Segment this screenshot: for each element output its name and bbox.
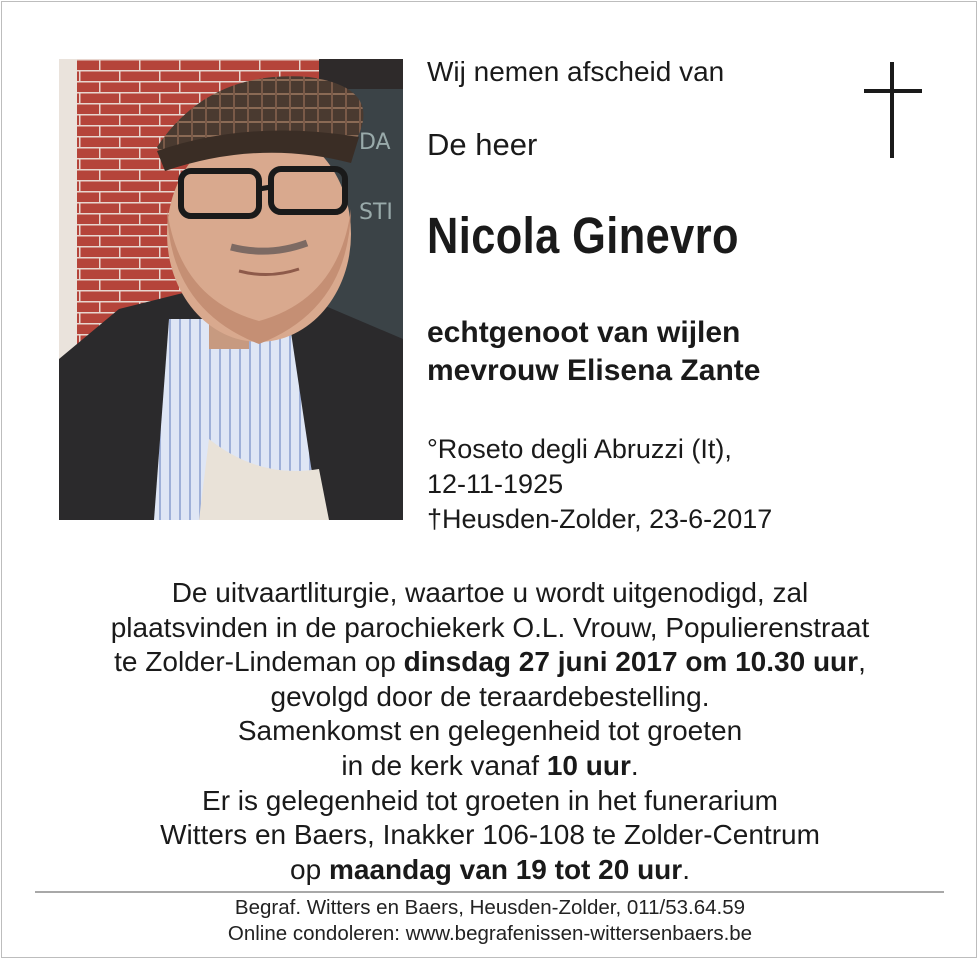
ceremony-line-9-pre: op: [290, 853, 329, 885]
honorific-title: De heer: [427, 127, 538, 162]
spouse-info: [427, 314, 760, 390]
death-cross-icon: †: [427, 504, 443, 534]
ceremony-line-9-post: .: [682, 853, 690, 885]
ceremony-line-9: [20, 853, 960, 888]
deceased-name: Nicola Ginevro: [427, 207, 739, 264]
ceremony-line-6-post: .: [630, 749, 639, 781]
ceremony-line-4: gevolgd door de teraardebestelling.: [270, 680, 710, 712]
ceremony-line-6-pre: in de kerk vanaf: [341, 749, 547, 781]
ceremony-line-3: [20, 645, 960, 680]
funeral-date-time: dinsdag 27 juni 2017 om 10.30 uur: [403, 646, 859, 678]
spouse-line-1: echtgenoot van wijlen: [427, 316, 741, 349]
gathering-time: 10 uur: [546, 749, 631, 781]
ceremony-line-7: Er is gelegenheid tot groeten in het funerarium: [202, 784, 778, 816]
portrait-photo: [59, 59, 403, 520]
svg-text:DA: DA: [359, 130, 391, 155]
birth-date: 12-11-1925: [427, 469, 564, 499]
funeral-home-contact: Begraf. Witters en Baers, Heusden-Zolder, 011/53.64.59: [234, 896, 746, 919]
ceremony-text: [20, 576, 960, 887]
visitation-time: maandag van 19 tot 20 uur: [328, 853, 683, 885]
life-dates: [427, 432, 772, 537]
online-condolence-link[interactable]: Online condoleren: www.begrafenissen-wittersenbaers.be: [227, 922, 753, 945]
ceremony-line-3-post: ,: [858, 646, 866, 678]
death-line: [427, 502, 772, 537]
intro-text: Wij nemen afscheid van: [427, 56, 725, 87]
ceremony-line-6: [20, 749, 960, 784]
footer: [0, 895, 980, 947]
latin-cross-icon: [864, 62, 922, 158]
death-place-date: Heusden-Zolder, 23-6-2017: [442, 504, 773, 534]
spouse-line-2: mevrouw Elisena Zante: [427, 354, 761, 387]
svg-text:STI: STI: [359, 200, 393, 225]
ceremony-line-5: Samenkomst en gelegenheid tot groeten: [237, 715, 743, 747]
ceremony-line-1: De uitvaartliturgie, waartoe u wordt uitgenodigd, zal: [171, 577, 809, 608]
footer-divider: [35, 891, 944, 893]
ceremony-line-3-pre: te Zolder-Lindeman op: [114, 646, 404, 678]
ceremony-line-2: plaatsvinden in de parochiekerk O.L. Vrouw, Populierenstraat: [110, 611, 870, 643]
birth-place: °Roseto degli Abruzzi (It),: [427, 434, 732, 464]
ceremony-line-8: Witters en Baers, Inakker 106-108 te Zolder-Centrum: [160, 819, 820, 851]
